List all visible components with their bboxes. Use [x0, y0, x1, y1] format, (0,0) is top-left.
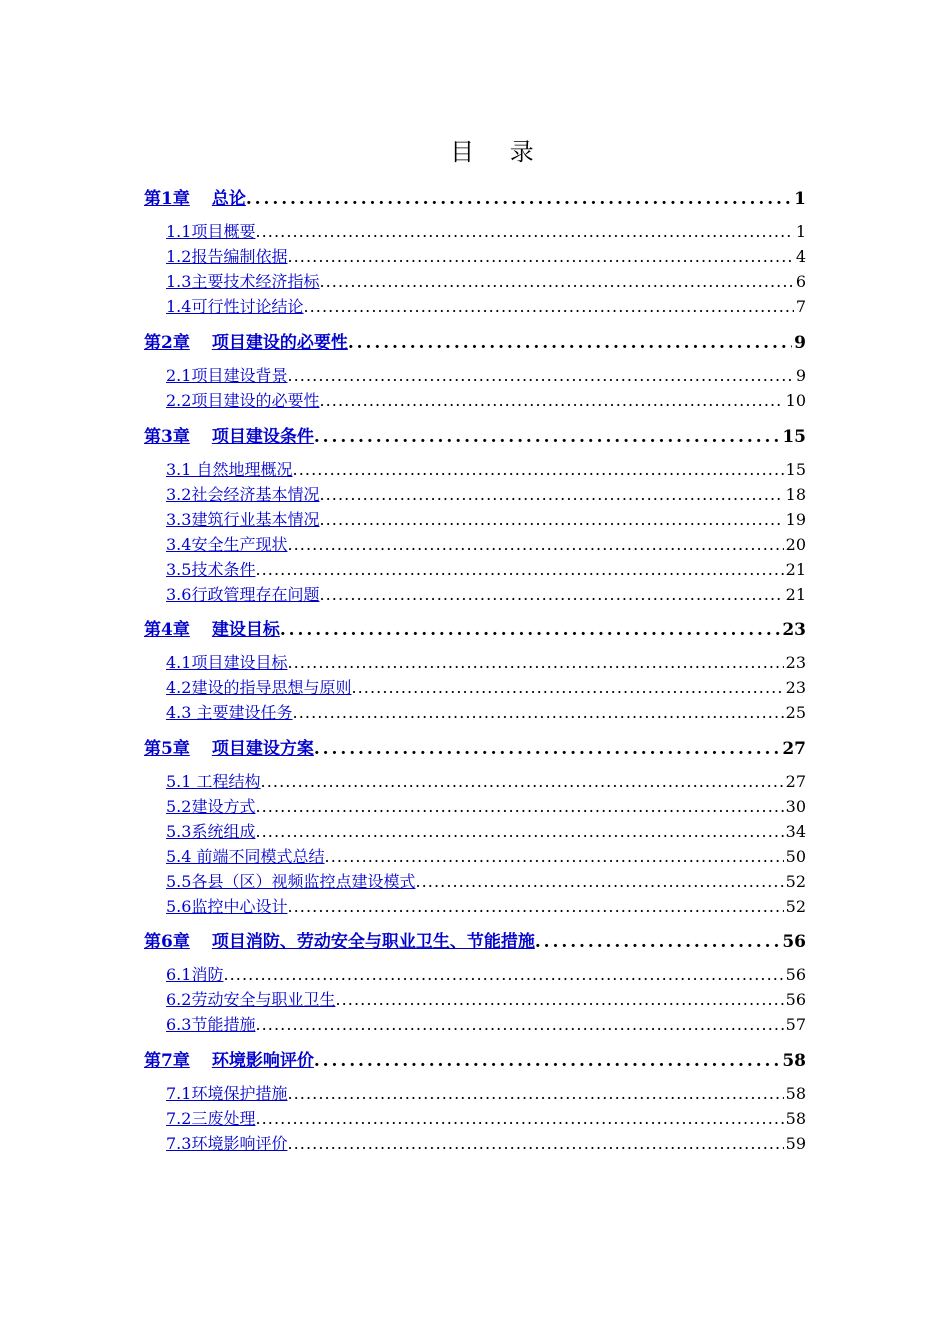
toc-section[interactable]: [166, 794, 806, 818]
page-number: 20: [785, 535, 806, 554]
page-number: 7: [795, 297, 806, 316]
dot-leader: [415, 872, 783, 891]
toc-section[interactable]: [166, 219, 806, 243]
page-number: 23: [785, 678, 806, 697]
toc-section[interactable]: [166, 819, 806, 843]
section-link[interactable]: 5.4 前端不同模式总结: [166, 847, 325, 866]
dot-leader: [287, 366, 793, 385]
toc-section[interactable]: [166, 675, 806, 699]
page-number: 57: [785, 1015, 806, 1034]
dot-leader: [287, 897, 783, 916]
dot-leader: [348, 333, 792, 352]
toc-section[interactable]: [166, 650, 806, 674]
section-link[interactable]: 6.1消防: [166, 965, 224, 984]
section-link[interactable]: 4.1项目建设目标: [166, 653, 288, 672]
dot-leader: [255, 1109, 783, 1128]
dot-leader: [261, 772, 784, 791]
page-number: 15: [782, 427, 806, 446]
toc-chapter-5[interactable]: [144, 734, 806, 758]
dot-leader: [535, 932, 780, 951]
section-link[interactable]: 2.1项目建设背景: [166, 366, 288, 385]
toc-chapter-7[interactable]: [144, 1046, 806, 1070]
dot-leader: [351, 678, 783, 697]
toc-section[interactable]: [166, 844, 806, 868]
page-number: 58: [785, 1084, 806, 1103]
dot-leader: [319, 391, 783, 410]
page-number: 4: [795, 247, 806, 266]
page-number: 23: [785, 653, 806, 672]
page-number: 9: [794, 333, 806, 352]
section-link[interactable]: 1.4可行性讨论结论: [166, 297, 304, 316]
toc-chapter-2[interactable]: [144, 328, 806, 352]
dot-leader: [255, 560, 783, 579]
toc-section[interactable]: [166, 363, 806, 387]
section-link[interactable]: 3.6行政管理存在问题: [166, 585, 320, 604]
page-number: 52: [785, 872, 806, 891]
toc-title: 目 录: [450, 138, 548, 166]
dot-leader: [287, 535, 783, 554]
section-link[interactable]: 7.3环境影响评价: [166, 1134, 288, 1153]
page-number: 30: [785, 797, 806, 816]
toc-chapter-6[interactable]: [144, 927, 806, 951]
chapter-link[interactable]: 第5章 项目建设方案: [144, 739, 314, 758]
section-link[interactable]: 3.2社会经济基本情况: [166, 485, 320, 504]
section-link[interactable]: 6.2劳动安全与职业卫生: [166, 990, 336, 1009]
dot-leader: [293, 460, 784, 479]
chapter-link[interactable]: 第2章 项目建设的必要性: [144, 333, 348, 352]
page-number: 9: [795, 366, 806, 385]
toc-section[interactable]: [166, 294, 806, 318]
section-link[interactable]: 2.2项目建设的必要性: [166, 391, 320, 410]
toc-section[interactable]: [166, 482, 806, 506]
page-number: 21: [785, 585, 806, 604]
page-number: 58: [782, 1051, 806, 1070]
page-number: 25: [785, 703, 806, 722]
section-link[interactable]: 3.1 自然地理概况: [166, 460, 293, 479]
dot-leader: [280, 620, 780, 639]
page-number: 58: [785, 1109, 806, 1128]
dot-leader: [335, 990, 783, 1009]
dot-leader: [293, 703, 784, 722]
dot-leader: [287, 1134, 783, 1153]
section-link[interactable]: 3.3建筑行业基本情况: [166, 510, 320, 529]
page-number: 27: [782, 739, 806, 758]
page-number: 1: [795, 222, 806, 241]
dot-leader: [319, 272, 793, 291]
toc-section[interactable]: [166, 557, 806, 581]
page-number: 56: [785, 990, 806, 1009]
dot-leader: [319, 485, 783, 504]
page-number: 10: [785, 391, 806, 410]
toc-section[interactable]: [166, 269, 806, 293]
toc-section[interactable]: [166, 507, 806, 531]
dot-leader: [246, 189, 792, 208]
dot-leader: [287, 1084, 783, 1103]
toc-section[interactable]: [166, 388, 806, 412]
page-number: 19: [785, 510, 806, 529]
chapter-link[interactable]: 第4章 建设目标: [144, 620, 280, 639]
section-link[interactable]: 5.5各县（区）视频监控点建设模式: [166, 872, 416, 891]
page-number: 21: [785, 560, 806, 579]
section-link[interactable]: 4.3 主要建设任务: [166, 703, 293, 722]
section-link[interactable]: 6.3节能措施: [166, 1015, 256, 1034]
toc-section[interactable]: [166, 457, 806, 481]
chapter-link[interactable]: 第6章 项目消防、劳动安全与职业卫生、节能措施: [144, 932, 535, 951]
section-link[interactable]: 7.2三废处理: [166, 1109, 256, 1128]
page-number: 56: [782, 932, 806, 951]
page-number: 56: [785, 965, 806, 984]
toc-section[interactable]: [166, 244, 806, 268]
section-link[interactable]: 4.2建设的指导思想与原则: [166, 678, 352, 697]
toc-section[interactable]: [166, 1081, 806, 1105]
page-number: 59: [785, 1134, 806, 1153]
section-link[interactable]: 5.3系统组成: [166, 822, 256, 841]
dot-leader: [255, 1015, 783, 1034]
section-link[interactable]: 1.2报告编制依据: [166, 247, 288, 266]
toc-section[interactable]: [166, 894, 806, 918]
dot-leader: [303, 297, 793, 316]
toc-section[interactable]: [166, 582, 806, 606]
section-link[interactable]: 1.3主要技术经济指标: [166, 272, 320, 291]
dot-leader: [255, 822, 783, 841]
page-number: 23: [782, 620, 806, 639]
chapter-link[interactable]: 第1章 总论: [144, 189, 246, 208]
toc-section[interactable]: [166, 987, 806, 1011]
dot-leader: [223, 965, 783, 984]
toc-section[interactable]: [166, 1106, 806, 1130]
chapter-link[interactable]: 第3章 项目建设条件: [144, 427, 314, 446]
chapter-link[interactable]: 第7章 环境影响评价: [144, 1051, 314, 1070]
section-link[interactable]: 5.1 工程结构: [166, 772, 261, 791]
dot-leader: [314, 427, 780, 446]
section-link[interactable]: 7.1环境保护措施: [166, 1084, 288, 1103]
dot-leader: [255, 797, 783, 816]
page-number: 18: [785, 485, 806, 504]
page-number: 15: [785, 460, 806, 479]
dot-leader: [287, 653, 783, 672]
page-number: 1: [794, 189, 806, 208]
dot-leader: [314, 739, 780, 758]
section-link[interactable]: 1.1项目概要: [166, 222, 256, 241]
dot-leader: [314, 1051, 780, 1070]
section-link[interactable]: 5.6监控中心设计: [166, 897, 288, 916]
section-link[interactable]: 5.2建设方式: [166, 797, 256, 816]
dot-leader: [319, 510, 783, 529]
dot-leader: [287, 247, 793, 266]
page-number: 52: [785, 897, 806, 916]
dot-leader: [255, 222, 793, 241]
section-link[interactable]: 3.4安全生产现状: [166, 535, 288, 554]
page-number: 6: [795, 272, 806, 291]
toc-section[interactable]: [166, 1131, 806, 1155]
dot-leader: [325, 847, 784, 866]
dot-leader: [319, 585, 783, 604]
toc-section[interactable]: [166, 869, 806, 893]
toc-section[interactable]: [166, 1012, 806, 1036]
toc-section[interactable]: [166, 532, 806, 556]
section-link[interactable]: 3.5技术条件: [166, 560, 256, 579]
page-number: 27: [785, 772, 806, 791]
page-number: 50: [785, 847, 806, 866]
toc-section[interactable]: [166, 700, 806, 724]
toc-chapter-3[interactable]: [144, 422, 806, 446]
toc-section[interactable]: [166, 769, 806, 793]
toc-section[interactable]: [166, 962, 806, 986]
toc-chapter-4[interactable]: [144, 615, 806, 639]
toc-chapter-1[interactable]: [144, 184, 806, 208]
page-number: 34: [785, 822, 806, 841]
